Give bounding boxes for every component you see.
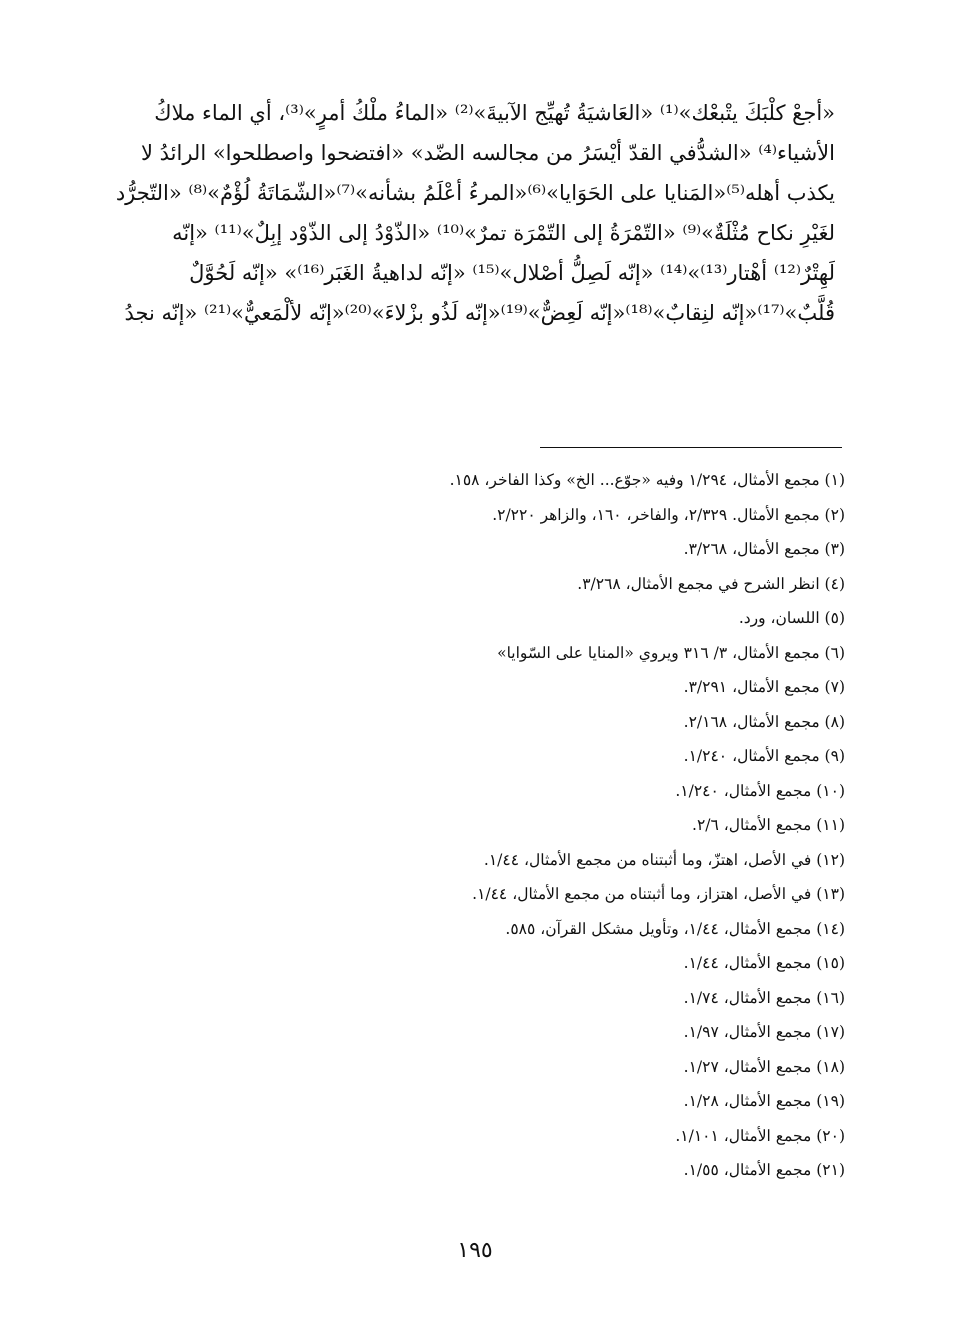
- footnotes-list: [340, 463, 845, 1188]
- body-line: قُلَّبٌ»⁽¹⁷⁾«إنّه لنِقابٌ»⁽¹⁸⁾«إنّه لَعِضٌّ»⁽¹⁹⁾«إنّه لَذُو بزْلاءَ»⁽²⁰⁾«إنّه لألْمَعيٌّ»⁽²¹⁾ «إنّه نجدُ: [124, 301, 835, 325]
- footnote-18: (١٨) مجمع الأمثال، ١/٢٧.: [683, 1057, 845, 1076]
- footnote-7: (٧) مجمع الأمثال، ٣/٢٩١.: [683, 678, 845, 696]
- footnote-8: (٨) مجمع الأمثال، ٢/١٦٨.: [683, 712, 845, 731]
- footnote-14: (١٤) مجمع الأمثال، ١/٤٤، وتأويل مشكل القرآن، ٥٨٥.: [505, 919, 845, 938]
- footnote-divider: [540, 447, 842, 448]
- footnote-21: (٢١) مجمع الأمثال، ١/٥٥.: [683, 1161, 845, 1179]
- footnote-1: (١) مجمع الأمثال، ١/٢٩٤ وفيه «جوّع... الخ» وكذا الفاخر، ١٥٨.: [449, 471, 845, 489]
- body-line: الأشياء⁽⁴⁾ «الشدُّفي القدّ أيْسَرُ من مجالسه الضّد» «افتضحوا واصطلحوا» الرائدُ لا: [140, 141, 835, 165]
- footnote-6: (٦) مجمع الأمثال، ٣/ ٣١٦ ويروي «المنايا على السّوايا»: [497, 643, 845, 662]
- footnote-20: (٢٠) مجمع الأمثال، ١/١٠١.: [675, 1126, 845, 1145]
- footnote-9: (٩) مجمع الأمثال، ١/٢٤٠.: [683, 747, 845, 765]
- footnote-10: (١٠) مجمع الأمثال، ١/٢٤٠.: [675, 781, 845, 800]
- footnote-5: (٥) اللسان، ورد.: [738, 609, 845, 627]
- footnote-19: (١٩) مجمع الأمثال، ١/٢٨.: [683, 1092, 845, 1110]
- footnote-13: (١٣) في الأصل، اهتزاز، وما أثبتناه من مجمع الأمثال، ١/٤٤.: [472, 885, 845, 903]
- page-number: ١٩٥: [457, 1238, 493, 1263]
- footnote-4: (٤) انظر الشرح في مجمع الأمثال، ٣/٢٦٨.: [577, 574, 845, 593]
- footnote-3: (٣) مجمع الأمثال، ٣/٢٦٨.: [683, 540, 845, 558]
- body-line: لغَيْرِ نكاح مُثْلَةٌ»⁽⁹⁾ «التّمْرَةُ إلى التّمْرَة تمرٌ»⁽¹⁰⁾ «الذّوْدُ إلى الذّوْد إبِلٌ»⁽¹¹⁾ «إنّه: [172, 221, 835, 245]
- footnote-15: (١٥) مجمع الأمثال، ١/٤٤.: [683, 954, 845, 972]
- body-line: «أجعْ كلْبَكَ يتْبعْك»⁽¹⁾ «العَاشيَةُ تُهيِّج الآبيةَ»⁽²⁾ «الماءُ ملْكُ أمرٍ»⁽³⁾، أي الماء ملاكُ: [154, 101, 835, 125]
- body-line: لَهِتْرٌ⁽¹²⁾ أهْتار⁽¹³⁾»⁽¹⁴⁾ «إنّه لَصِلُّ أصْلال»⁽¹⁵⁾ «إنّه لداهيةُ الغَبَر⁽¹⁶⁾» «إنّه لَحُوَّلٌ: [189, 261, 835, 285]
- footnote-12: (١٢) في الأصل، اهتزّ، وما أثبتناه من مجمع الأمثال، ١/٤٤.: [483, 850, 845, 869]
- footnote-16: (١٦) مجمع الأمثال، ١/٧٤.: [683, 988, 845, 1007]
- body-line: يكذب أهله⁽⁵⁾«المَنايا على الحَوَايا»⁽⁶⁾«المرءُ أعْلَمُ بشأنه»⁽⁷⁾«الشّمَاتَةُ لُؤْمٌ»⁽⁸⁾ «التّجرُّد: [115, 181, 835, 205]
- footnote-17: (١٧) مجمع الأمثال، ١/٩٧.: [683, 1023, 845, 1041]
- main-text-block: [100, 93, 835, 333]
- footnote-2: (٢) مجمع الأمثال. ٢/٣٢٩، والفاخر، ١٦٠، والزاهر ٢/٢٢٠.: [492, 505, 845, 524]
- footnote-11: (١١) مجمع الأمثال، ٢/٦.: [692, 816, 845, 834]
